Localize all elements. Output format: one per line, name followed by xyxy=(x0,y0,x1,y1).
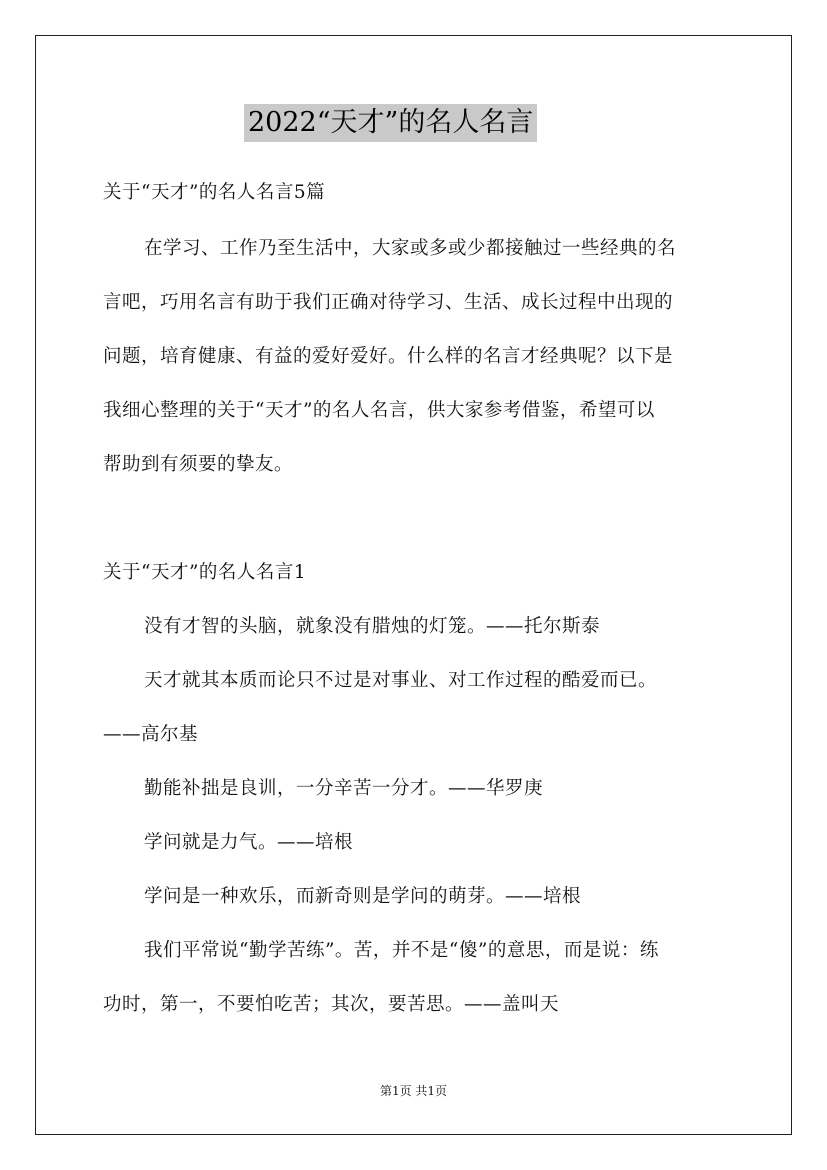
intro-paragraph-line: 我细心整理的关于“天才”的名人名言，供大家参考借鉴，希望可以 xyxy=(103,400,655,421)
quote-line: 天才就其本质而论只不过是对事业、对工作过程的酷爱而已。 xyxy=(144,670,658,691)
quote-line: 学问是一种欢乐，而新奇则是学问的萌芽。——培根 xyxy=(144,886,582,907)
intro-paragraph-line: 在学习、工作乃至生活中，大家或多或少都接触过一些经典的名 xyxy=(144,238,677,259)
intro-paragraph-line: 问题，培育健康、有益的爱好爱好。什么样的名言才经典呢？以下是 xyxy=(103,346,674,367)
intro-heading: 关于“天才”的名人名言5篇 xyxy=(103,182,326,203)
page-footer: 第1页 共1页 xyxy=(379,1084,448,1098)
quote-line: 没有才智的头脑，就象没有腊烛的灯笼。——托尔斯泰 xyxy=(144,616,601,637)
document-title: 2022“天才”的名人名言 xyxy=(244,104,537,142)
quote-line: 学问就是力气。——培根 xyxy=(144,832,354,853)
intro-paragraph-line: 言吧，巧用名言有助于我们正确对待学习、生活、成长过程中出现的 xyxy=(103,292,674,313)
quote-line: 我们平常说“勤学苦练”。苦，并不是“傻”的意思，而是说：练 xyxy=(144,940,659,961)
quote-line: ——高尔基 xyxy=(103,724,199,745)
intro-paragraph-line: 帮助到有须要的挚友。 xyxy=(103,454,294,475)
section-heading: 关于“天才”的名人名言1 xyxy=(103,562,307,583)
quote-line: 勤能补拙是良训，一分辛苦一分才。——华罗庚 xyxy=(144,778,544,799)
quote-line: 功时，第一，不要怕吃苦；其次，要苦思。——盖叫天 xyxy=(103,994,560,1015)
